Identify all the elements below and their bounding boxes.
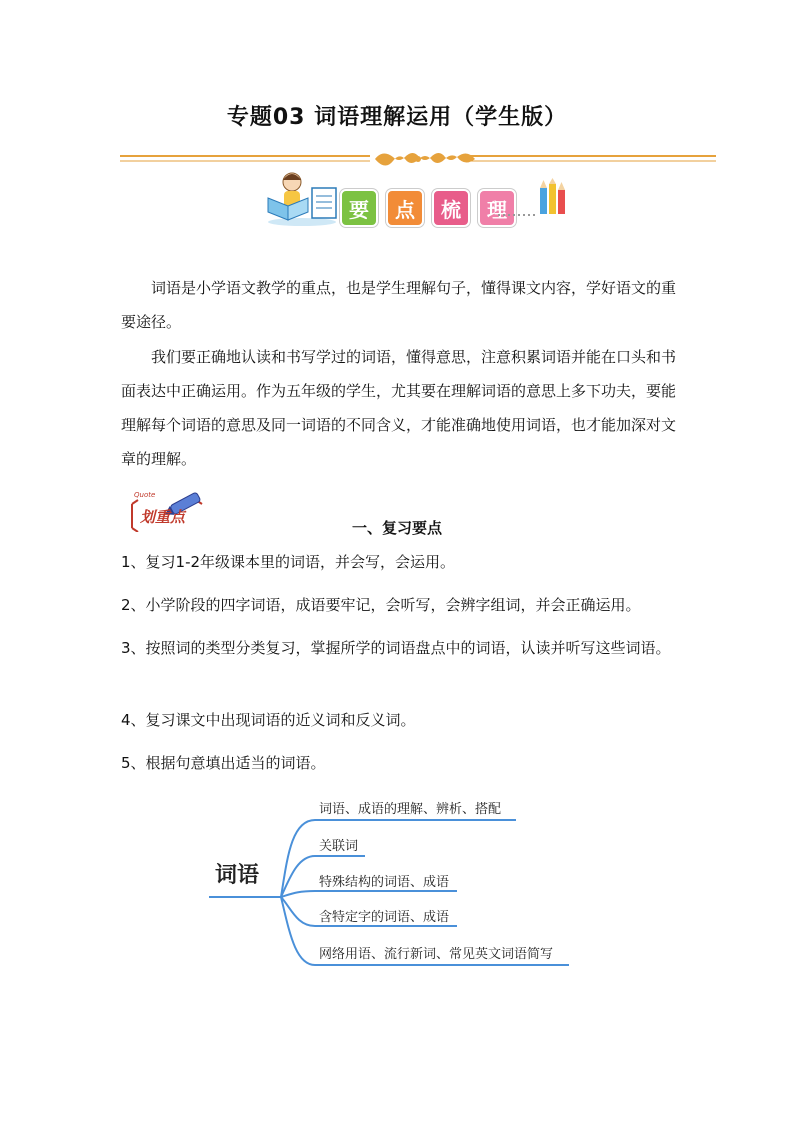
intro-paragraph-2: 我们要正确地认读和书写学过的词语，懂得意思，注意积累词语并能在口头和书面表达中正确运用。作为五年级的学生，尤其要在理解词语的意思上多下功夫，要能理解每个词语的意思及同一词语的不同含义，才能准确地使用词语，也才能加深对文章的理解。 — [121, 348, 677, 468]
dotted-line — [498, 212, 538, 218]
mindmap-branch-1: 词语、成语的理解、辨析、搭配 — [319, 802, 502, 817]
student-reading-icon — [262, 168, 342, 228]
stamp-text: 划重点 — [140, 508, 186, 526]
intro-paragraph-1: 词语是小学语文教学的重点，也是学生理解句子，懂得课文内容，学好语文的重要途径。 — [121, 279, 677, 331]
ornament-divider — [120, 150, 716, 170]
page-title: 专题03 词语理解运用（学生版） — [226, 105, 568, 130]
banner-char-2: 点 — [386, 189, 424, 227]
review-item-4: 4、复习课文中出现词语的近义词和反义词。 — [121, 711, 416, 729]
section-title: 一、复习要点 — [351, 519, 442, 537]
mindmap-branch-4: 含特定字的词语、成语 — [319, 910, 450, 925]
review-item-5: 5、根据句意填出适当的词语。 — [121, 754, 326, 772]
mindmap-branch-2: 关联词 — [319, 839, 359, 854]
banner-char-4: 理 — [478, 189, 516, 227]
banner-char-3: 梳 — [432, 189, 470, 227]
stamp-quote-text: Quote — [134, 491, 156, 499]
pencils-icon — [536, 178, 570, 218]
mindmap-branch-3: 特殊结构的词语、成语 — [319, 875, 450, 890]
banner-char-1: 要 — [340, 189, 378, 227]
review-item-1: 1、复习1-2年级课本里的词语，并会写，会运用。 — [121, 553, 456, 571]
review-item-3: 3、按照词的类型分类复习，掌握所学的词语盘点中的词语，认读并听写这些词语。 — [121, 639, 671, 657]
mindmap-branch-5: 网络用语、流行新词、常见英文词语简写 — [319, 947, 554, 962]
banner-badges — [340, 189, 516, 227]
review-item-2: 2、小学阶段的四字词语，成语要牢记，会听写，会辨字组词，并会正确运用。 — [121, 596, 641, 614]
mindmap-root: 词语 — [215, 863, 260, 888]
mindmap — [205, 790, 585, 980]
